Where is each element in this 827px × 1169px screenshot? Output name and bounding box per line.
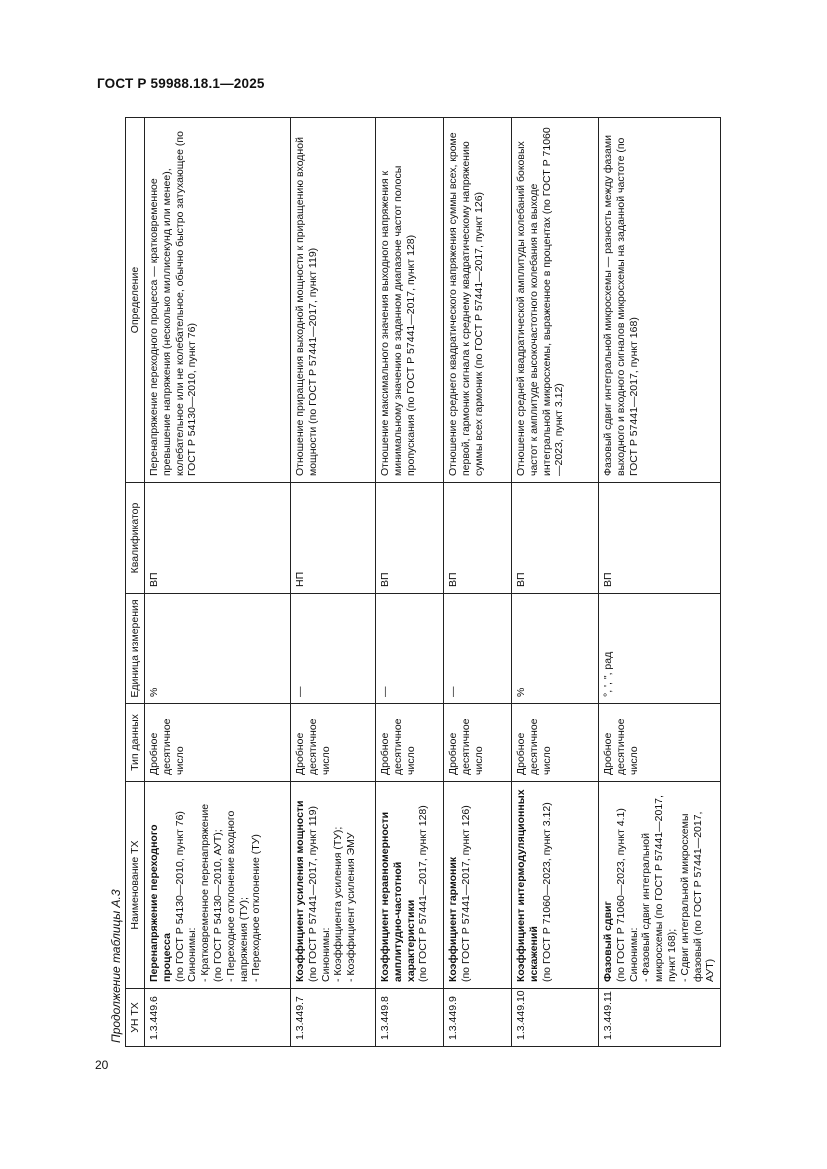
row-unit: — [444,594,512,704]
row-name-line: Синонимы: [319,927,332,982]
row-name-line: Синонимы: [627,927,640,982]
row-code: 1.3.449.7 [291,989,376,1047]
row-type: Дробное десятичное число [291,704,376,782]
column-header-name: Наименование ТХ [126,782,145,989]
row-definition: Отношение максимального значения выходного напряжения к минимальному значению в заданном диапазоне частот полосы пропускания (по ГОСТ Р 57441—2017, пункт 128) [376,118,444,483]
row-name-line: (по ГОСТ Р 57441—2017, пункт 119) [306,806,319,982]
row-type: Дробное десятичное число [512,704,599,782]
row-qualifier: ВП [145,483,291,594]
row-name-cell [376,782,444,989]
row-name-line: (по ГОСТ Р 54130—2010, пункт 76) [173,811,186,982]
row-qualifier: ВП [444,483,512,594]
row-name-line: - Коэффициент усиления ЭМУ [345,832,358,982]
column-header-definition: Определение [126,118,145,483]
column-header-type: Тип данных [126,704,145,782]
row-unit: % [512,594,599,704]
row-term: Коэффициент усиления мощности [294,800,306,982]
row-definition: Отношение средней квадратической амплитуды колебаний боковых частот к амплитуде высокочастотного колебания на выходе интегральной микросхемы, выраженное в процентах (по ГОСТ Р 71060—2023, пункт 3.12) [512,118,599,483]
row-type: Дробное десятичное число [599,704,721,782]
row-name-line: (по ГОСТ Р 71060—2023, пункт 4.1) [614,808,627,982]
row-name-line: - Фазовый сдвиг интегральной микросхемы (по ГОСТ Р 57441—2017, пункт 168); [640,795,678,982]
row-term: Коэффициент интермодуляционных искажений [515,789,540,982]
row-type: Дробное десятичное число [145,704,291,782]
row-name-line: - Кратковременное перенапряжение (по ГОСТ Р 54130—2010, АУТ); [199,803,224,982]
row-definition: Отношение среднего квадратического напряжения суммы всех, кроме первой, гармоник сигнала к среднему квадратическому напряжению суммы всех гармоник (по ГОСТ Р 57441—2017, пункт 126) [444,118,512,483]
row-code: 1.3.449.8 [376,989,444,1047]
row-unit: — [291,594,376,704]
row-name-line: - Коэффициента усиления (ТУ); [332,826,345,982]
row-term: Коэффициент неравномерности амплитудно-частотной характеристики [379,811,417,982]
table-row [376,118,444,1047]
row-name-cell [291,782,376,989]
row-definition: Перенапряжение переходного процесса — кратковременное превышение напряжения (несколько миллисекунд или менее), колебательное или не колебательное, обычно быстро затухающее (по ГОСТ Р 54130—2010, пункт 76) [145,118,291,483]
row-name-cell [145,782,291,989]
row-type: Дробное десятичное число [376,704,444,782]
table-header-row [126,118,145,1047]
row-name-line: (по ГОСТ Р 57441—2017, пункт 126) [459,805,472,982]
table-row [599,118,721,1047]
row-name-line: (по ГОСТ Р 71060—2023, пункт 3.12) [540,802,553,982]
row-code: 1.3.449.10 [512,989,599,1047]
column-header-qualifier: Квалификатор [126,483,145,594]
row-term: Фазовый сдвиг [602,901,614,982]
document-title: ГОСТ Р 59988.18.1—2025 [97,76,265,91]
column-header-code: УН ТХ [126,989,145,1047]
row-qualifier: ВП [512,483,599,594]
rotated-table-container [109,107,717,1047]
row-name-line: (по ГОСТ Р 57441—2017, пункт 128) [417,805,430,982]
row-name-cell [444,782,512,989]
row-term: Коэффициент гармоник [447,856,459,982]
row-qualifier: НП [291,483,376,594]
column-header-unit: Единица измерения [126,594,145,704]
row-code: 1.3.449.9 [444,989,512,1047]
row-code: 1.3.449.6 [145,989,291,1047]
characteristics-table [125,117,721,1047]
table-row [512,118,599,1047]
page-number: 20 [95,1058,109,1072]
row-name-line: Синонимы: [186,927,199,982]
row-name-cell [599,782,721,989]
row-unit: — [376,594,444,704]
row-name-line: - Переходное отклонение входного напряжения (ТУ); [224,810,250,982]
row-unit: °, ', ", рад [599,594,721,704]
row-qualifier: ВП [599,483,721,594]
table-continuation-caption: Продолжение таблицы А.3 [109,889,123,1043]
row-definition: Фазовый сдвиг интегральной микросхемы — разность между фазами выходного и входного сигналов микросхемы на заданной частоте (по ГОСТ Р 57441—2017, пункт 168) [599,118,721,483]
row-name-line: - Переходное отклонение (ТУ) [250,834,263,982]
row-qualifier: ВП [376,483,444,594]
table-row [444,118,512,1047]
row-code: 1.3.449.11 [599,989,721,1047]
table-row [145,118,291,1047]
row-unit: % [145,594,291,704]
row-name-line: - Сдвиг интегральной микросхемы фазовый (по ГОСТ Р 57441—2017, АУТ) [678,811,717,982]
row-term: Перенапряжение переходного процесса [148,824,173,982]
row-definition: Отношение приращения выходной мощности к приращению входной мощности (по ГОСТ Р 57441—2017, пункт 119) [291,118,376,483]
row-type: Дробное десятичное число [444,704,512,782]
table-row [291,118,376,1047]
row-name-cell [512,782,599,989]
